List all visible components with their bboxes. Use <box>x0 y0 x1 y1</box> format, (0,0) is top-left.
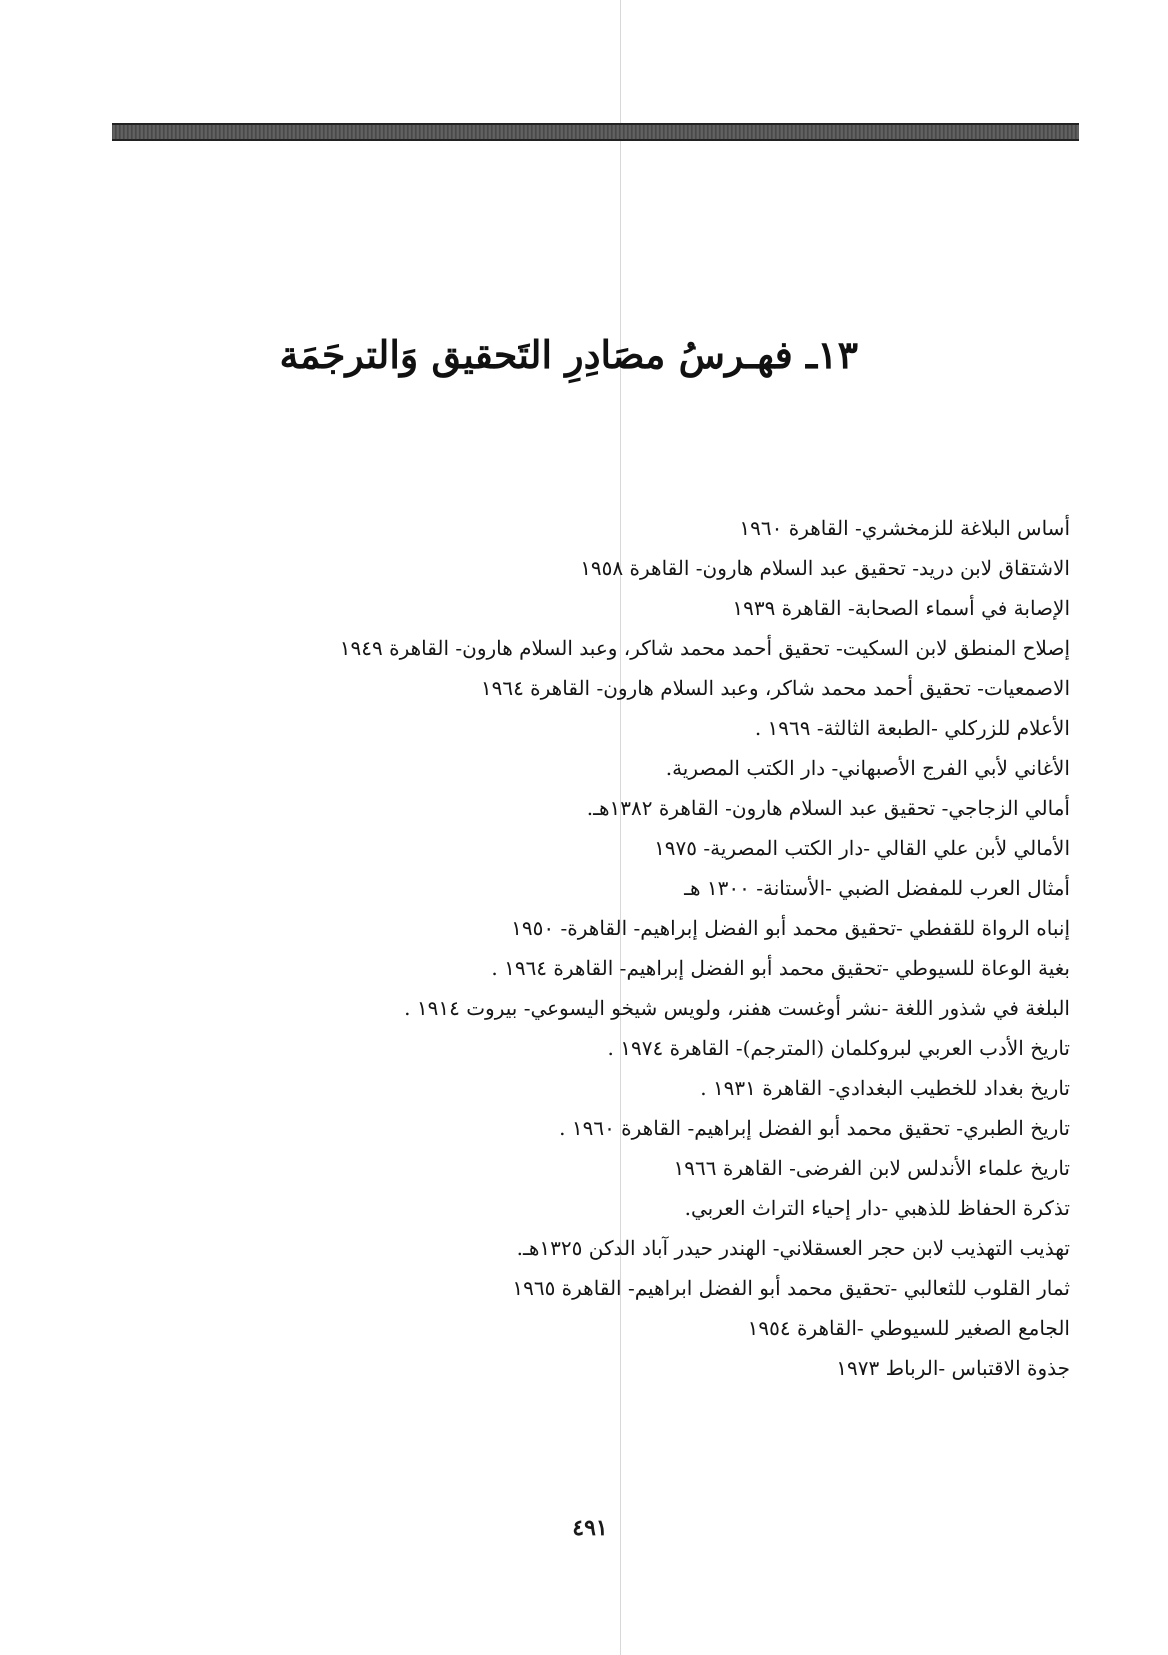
references-list <box>150 508 1070 1388</box>
reference-entry: إنباه الرواة للقفطي -تحقيق محمد أبو الفضل إبراهيم- القاهرة- ١٩٥٠ <box>511 916 1070 940</box>
reference-entry: بغية الوعاة للسيوطي -تحقيق محمد أبو الفضل إبراهيم- القاهرة ١٩٦٤ . <box>491 956 1070 980</box>
reference-entry: ثمار القلوب للثعالبي -تحقيق محمد أبو الفضل ابراهيم- القاهرة ١٩٦٥ <box>512 1276 1070 1300</box>
reference-entry: الإصابة في أسماء الصحابة- القاهرة ١٩٣٩ <box>732 596 1070 620</box>
reference-entry: تاريخ الطبري- تحقيق محمد أبو الفضل إبراهيم- القاهرة ١٩٦٠ . <box>559 1116 1070 1140</box>
reference-entry: الأمالي لأبن علي القالي -دار الكتب المصرية- ١٩٧٥ <box>654 836 1070 860</box>
reference-entry: جذوة الاقتباس -الرباط ١٩٧٣ <box>836 1356 1070 1380</box>
reference-entry: أساس البلاغة للزمخشري- القاهرة ١٩٦٠ <box>739 516 1070 540</box>
reference-entry: الاصمعيات- تحقيق أحمد محمد شاكر، وعبد السلام هارون- القاهرة ١٩٦٤ <box>480 676 1070 700</box>
reference-entry: أمثال العرب للمفضل الضبي -الأستانة- ١٣٠٠ هـ <box>684 876 1070 900</box>
reference-entry: تاريخ بغداد للخطيب البغدادي- القاهرة ١٩٣١ . <box>700 1076 1070 1100</box>
reference-entry: تهذيب التهذيب لابن حجر العسقلاني- الهندر حيدر آباد الدكن ١٣٢٥هـ. <box>516 1236 1070 1260</box>
reference-entry: تذكرة الحفاظ للذهبي -دار إحياء التراث العربي. <box>684 1196 1070 1220</box>
page-number: ٤٩١ <box>572 1515 608 1541</box>
reference-entry: الأعلام للزركلي -الطبعة الثالثة- ١٩٦٩ . <box>754 716 1070 740</box>
reference-entry: البلغة في شذور اللغة -نشر أوغست هفنر، ولويس شيخو اليسوعي- بيروت ١٩١٤ . <box>404 996 1070 1020</box>
reference-entry: الأغاني لأبي الفرج الأصبهاني- دار الكتب المصرية. <box>665 756 1070 780</box>
chapter-title: ١٣ـ فهـرسُ مصَادِرِ التَحقيق وَالترجَمَة <box>279 332 858 378</box>
reference-entry: الاشتقاق لابن دريد- تحقيق عبد السلام هارون- القاهرة ١٩٥٨ <box>580 556 1070 580</box>
reference-entry: تاريخ علماء الأندلس لابن الفرضى- القاهرة ١٩٦٦ <box>673 1156 1070 1180</box>
reference-entry: تاريخ الأدب العربي لبروكلمان (المترجم)- القاهرة ١٩٧٤ . <box>607 1036 1070 1060</box>
header-rule <box>112 123 1079 141</box>
reference-entry: أمالي الزجاجي- تحقيق عبد السلام هارون- القاهرة ١٣٨٢هـ. <box>586 796 1070 820</box>
reference-entry: الجامع الصغير للسيوطي -القاهرة ١٩٥٤ <box>747 1316 1070 1340</box>
reference-entry: إصلاح المنطق لابن السكيت- تحقيق أحمد محمد شاكر، وعبد السلام هارون- القاهرة ١٩٤٩ <box>339 636 1070 660</box>
